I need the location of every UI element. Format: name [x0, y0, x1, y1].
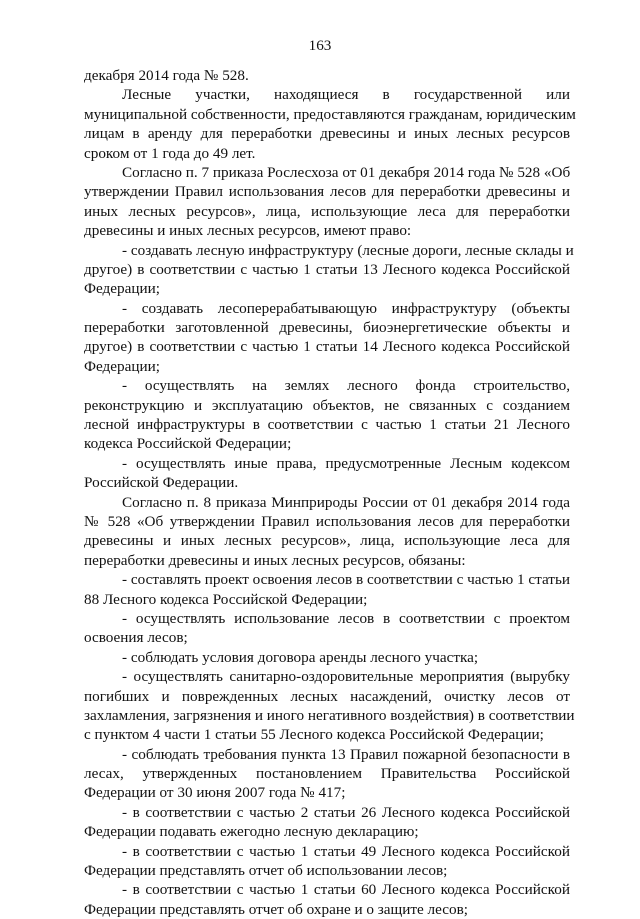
text-line: переработки древесины и иных лесных ресурсов, обязаны: — [84, 551, 466, 569]
text-line: Федерации подавать ежегодно лесную декларацию; — [84, 823, 419, 841]
text-line: Федерации; — [84, 357, 160, 375]
text-line: муниципальной собственности, предоставляются гражданам, юридическим — [84, 105, 576, 123]
text-line: Федерации представлять отчет об использовании лесов; — [84, 862, 448, 880]
text-line: реконструкцию и эксплуатацию объектов, не связанных с созданием — [84, 396, 570, 414]
text-line: Согласно п. 7 приказа Рослесхоза от 01 декабря 2014 года № 528 «Об — [122, 163, 571, 181]
text-line: декабря 2014 года № 528. — [84, 67, 249, 84]
text-line: - осуществлять санитарно-оздоровительные мероприятия (вырубку — [122, 668, 570, 686]
text-line: - осуществлять иные права, предусмотренные Лесным кодексом — [122, 454, 570, 472]
text-line: освоения лесов; — [84, 629, 188, 647]
text-line: сроком от 1 года до 49 лет. — [84, 144, 256, 162]
text-line: переработки заготовленной древесины, биоэнергетические объекты и — [84, 319, 570, 337]
text-line: другое) в соответствии с частью 1 статьи 14 Лесного кодекса Российской — [84, 338, 570, 356]
text-line: - осуществлять использование лесов в соответствии с проектом — [122, 609, 570, 627]
text-line: захламления, загрязнения и иного негативного воздействия) в соответствии — [84, 706, 575, 724]
text-line: Федерации от 30 июня 2007 года № 417; — [84, 784, 346, 802]
text-line: 88 Лесного кодекса Российской Федерации; — [84, 590, 368, 608]
text-line: - создавать лесоперерабатывающую инфраструктуру (объекты — [122, 299, 570, 317]
text-line: № 528 «Об утверждении Правил использования лесов для переработки — [84, 512, 570, 530]
text-line: погибших и поврежденных лесных насаждений, очистку лесов от — [84, 687, 570, 705]
text-line: - в соответствии с частью 1 статьи 60 Лесного кодекса Российской — [122, 881, 570, 899]
document-body — [84, 66, 576, 919]
page-number: 163 — [308, 37, 332, 54]
text-line: Федерации представлять отчет об охране и о защите лесов; — [84, 900, 468, 918]
text-line: иных лесных ресурсов», лица, использующие леса для переработки — [84, 202, 570, 220]
text-line: кодекса Российской Федерации; — [84, 435, 292, 453]
text-line: - составлять проект освоения лесов в соответствии с частью 1 статьи — [122, 571, 570, 589]
text-line: Согласно п. 8 приказа Минприроды России от 01 декабря 2014 года — [122, 493, 570, 511]
text-line: Российской Федерации. — [84, 474, 239, 492]
text-line: лицам в аренду для переработки древесины и иных лесных ресурсов — [84, 125, 570, 143]
text-line: - в соответствии с частью 2 статьи 26 Лесного кодекса Российской — [122, 803, 570, 821]
text-line: с пунктом 4 части 1 статьи 55 Лесного кодекса Российской Федерации; — [84, 726, 544, 744]
text-line: Лесные участки, находящиеся в государственной или — [122, 86, 570, 104]
text-line: древесины и иных лесных ресурсов, имеют право: — [84, 222, 412, 240]
text-line: - создавать лесную инфраструктуру (лесные дороги, лесные склады и — [122, 241, 574, 259]
text-line: другое) в соответствии с частью 1 статьи 13 Лесного кодекса Российской — [84, 260, 570, 278]
text-line: утверждении Правил использования лесов для переработки древесины и — [84, 183, 570, 201]
text-line: - осуществлять на землях лесного фонда строительство, — [122, 377, 570, 395]
text-line: лесной инфраструктуры в соответствии с частью 1 статьи 21 Лесного — [84, 416, 570, 434]
text-line: древесины и иных лесных ресурсов», лица, использующие леса для — [84, 532, 570, 550]
text-line: - соблюдать условия договора аренды лесного участка; — [122, 648, 479, 666]
text-line: - соблюдать требования пункта 13 Правил пожарной безопасности в — [122, 745, 570, 763]
text-line: Федерации; — [84, 280, 160, 298]
text-line: лесах, утвержденных постановлением Правительства Российской — [84, 765, 570, 783]
text-line: - в соответствии с частью 1 статьи 49 Лесного кодекса Российской — [122, 842, 570, 860]
